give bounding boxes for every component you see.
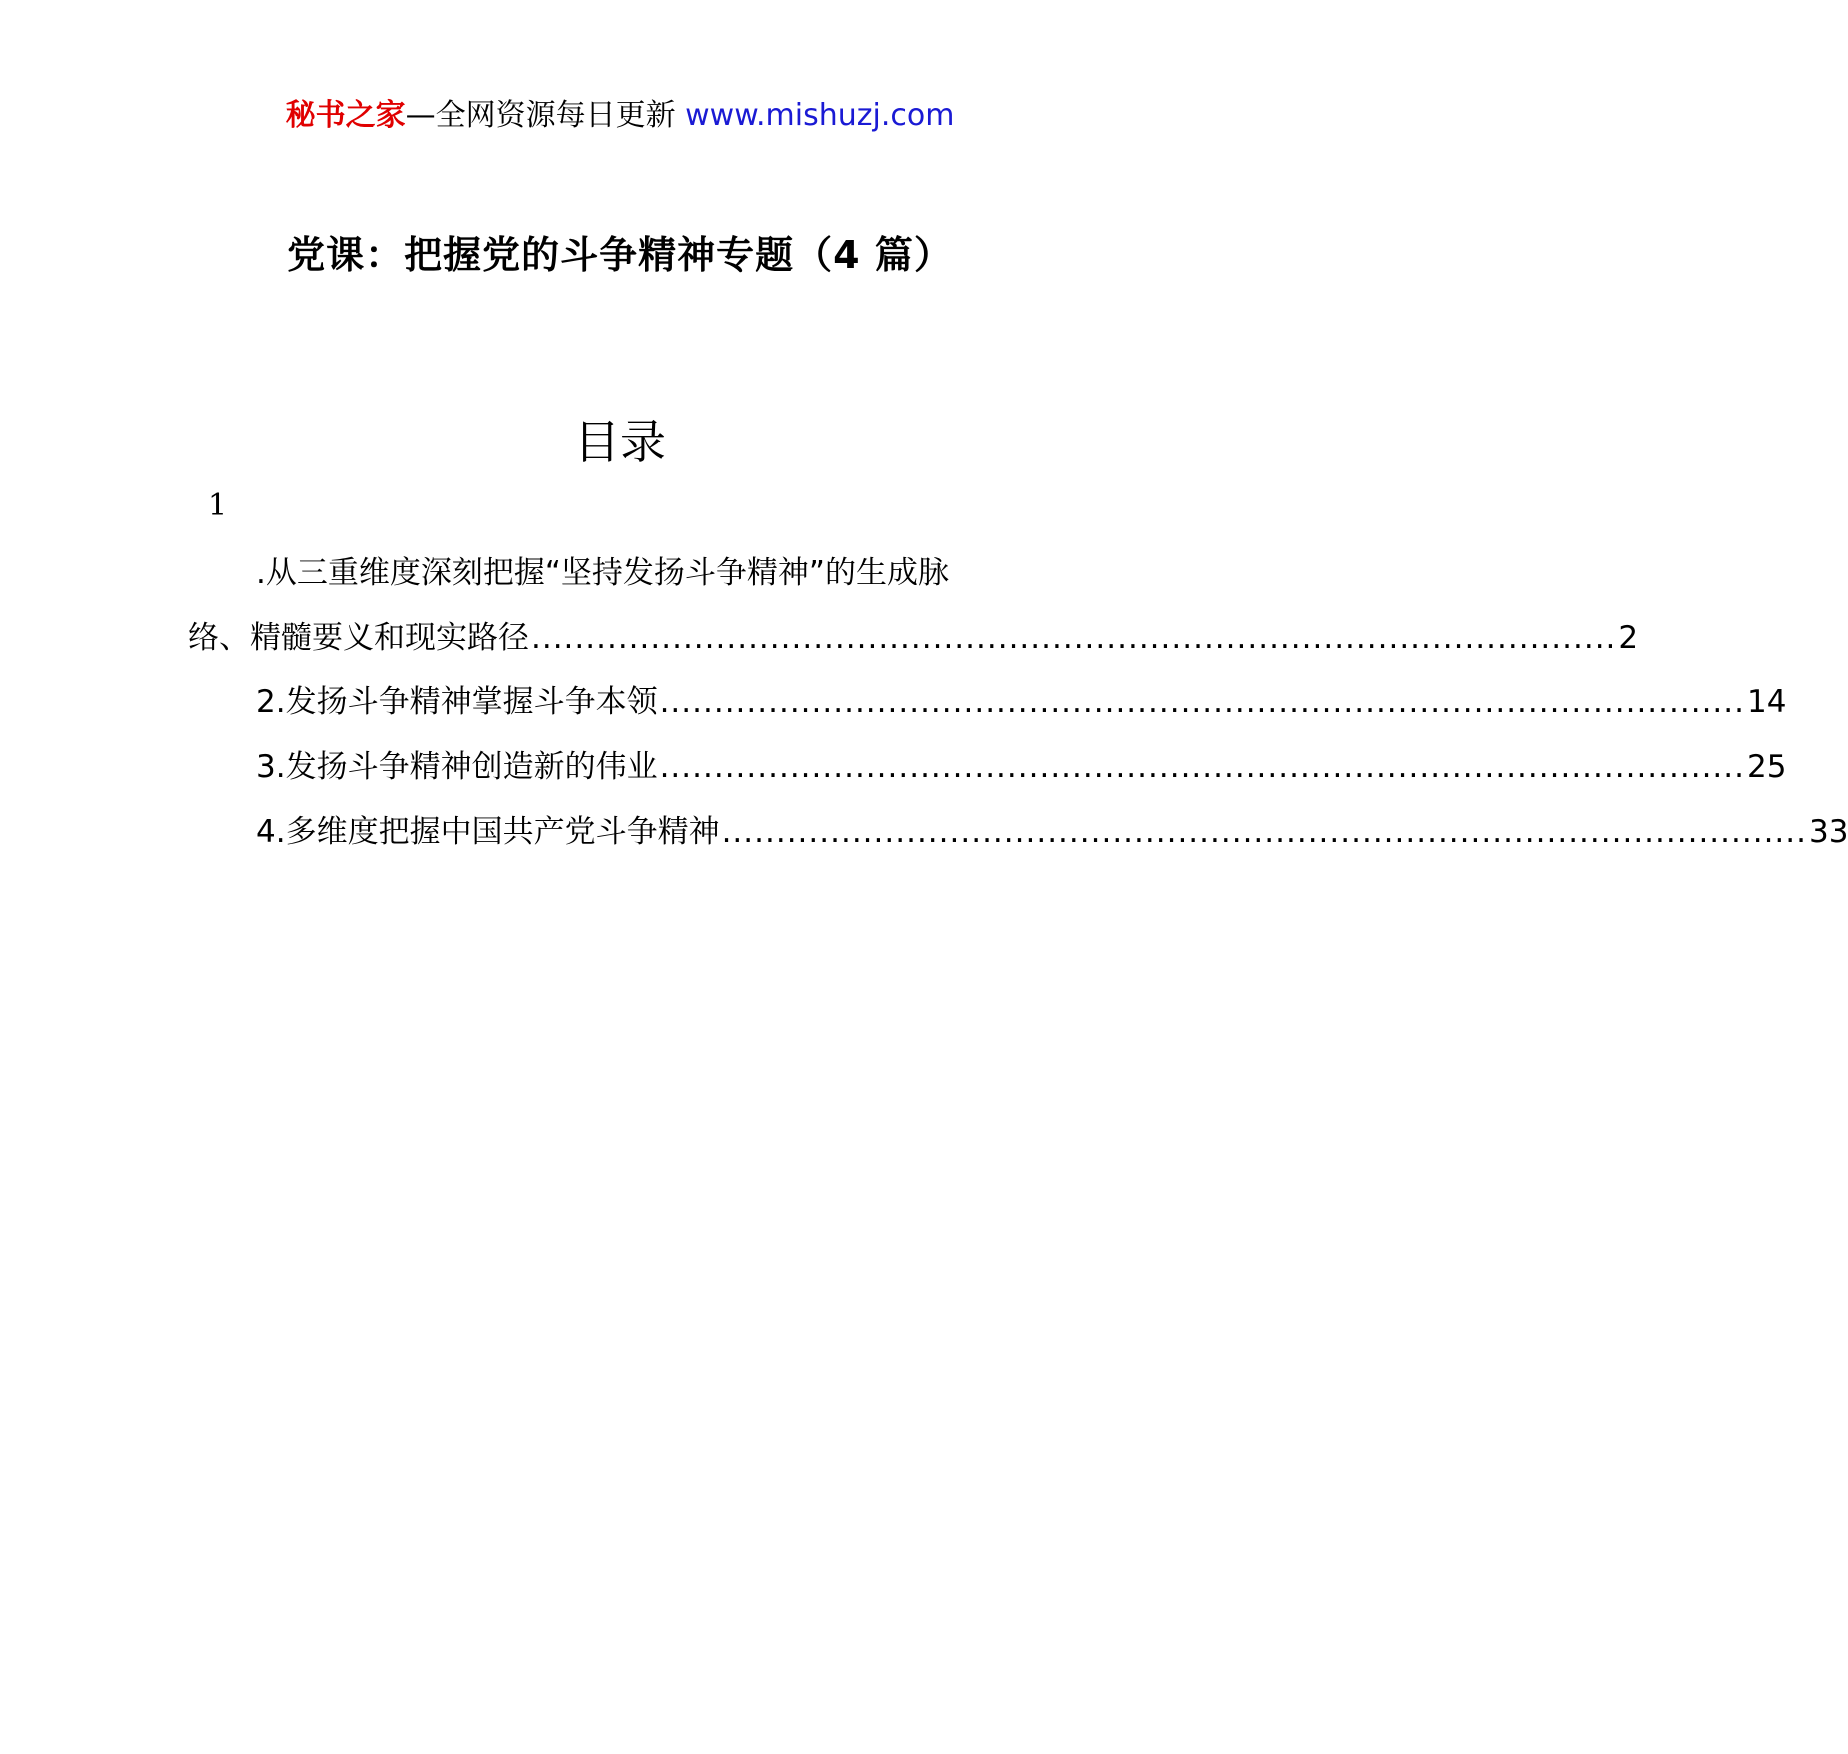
toc-item-4-page: 33 [1808, 814, 1848, 850]
site-header [0, 96, 1240, 136]
toc-item-1-first-line[interactable] [256, 551, 1046, 595]
site-brand: 秘书之家 [285, 98, 406, 133]
toc-item-1-title-part2: 络、精髓要义和现实路径 [188, 620, 529, 656]
toc-item-3-title: 3.发扬斗争精神创造新的伟业 [256, 749, 658, 785]
toc-item-1[interactable] [188, 616, 1639, 660]
dot-leader: .................................................................................................... [659, 684, 1745, 720]
dot-leader: .................................................................................................... [659, 749, 1745, 785]
toc-item-1-title-part1: .从三重维度深刻把握“坚持发扬斗争精神”的生成脉 [256, 555, 949, 591]
toc-item-2-title: 2.发扬斗争精神掌握斗争本领 [256, 684, 658, 720]
toc-item-2-page: 14 [1746, 684, 1787, 720]
toc-item-number: 1 [208, 488, 228, 523]
toc-item-3[interactable] [256, 745, 1787, 789]
site-tagline: —全网资源每日更新 [405, 98, 686, 133]
toc-item-1-page: 2 [1618, 620, 1639, 656]
toc-item-4[interactable] [256, 810, 1848, 854]
toc-heading: 目录 [574, 415, 666, 469]
dot-leader: .................................................................................................... [721, 814, 1807, 850]
toc-item-2[interactable] [256, 680, 1787, 724]
dot-leader: .................................................................................................... [531, 620, 1617, 656]
toc-item-3-page: 25 [1746, 749, 1787, 785]
toc-item-4-title: 4.多维度把握中国共产党斗争精神 [256, 814, 720, 850]
site-url-link[interactable]: www.mishuzj.com [685, 98, 955, 133]
document-title: 党课：把握党的斗争精神专题（4 篇） [287, 233, 953, 277]
